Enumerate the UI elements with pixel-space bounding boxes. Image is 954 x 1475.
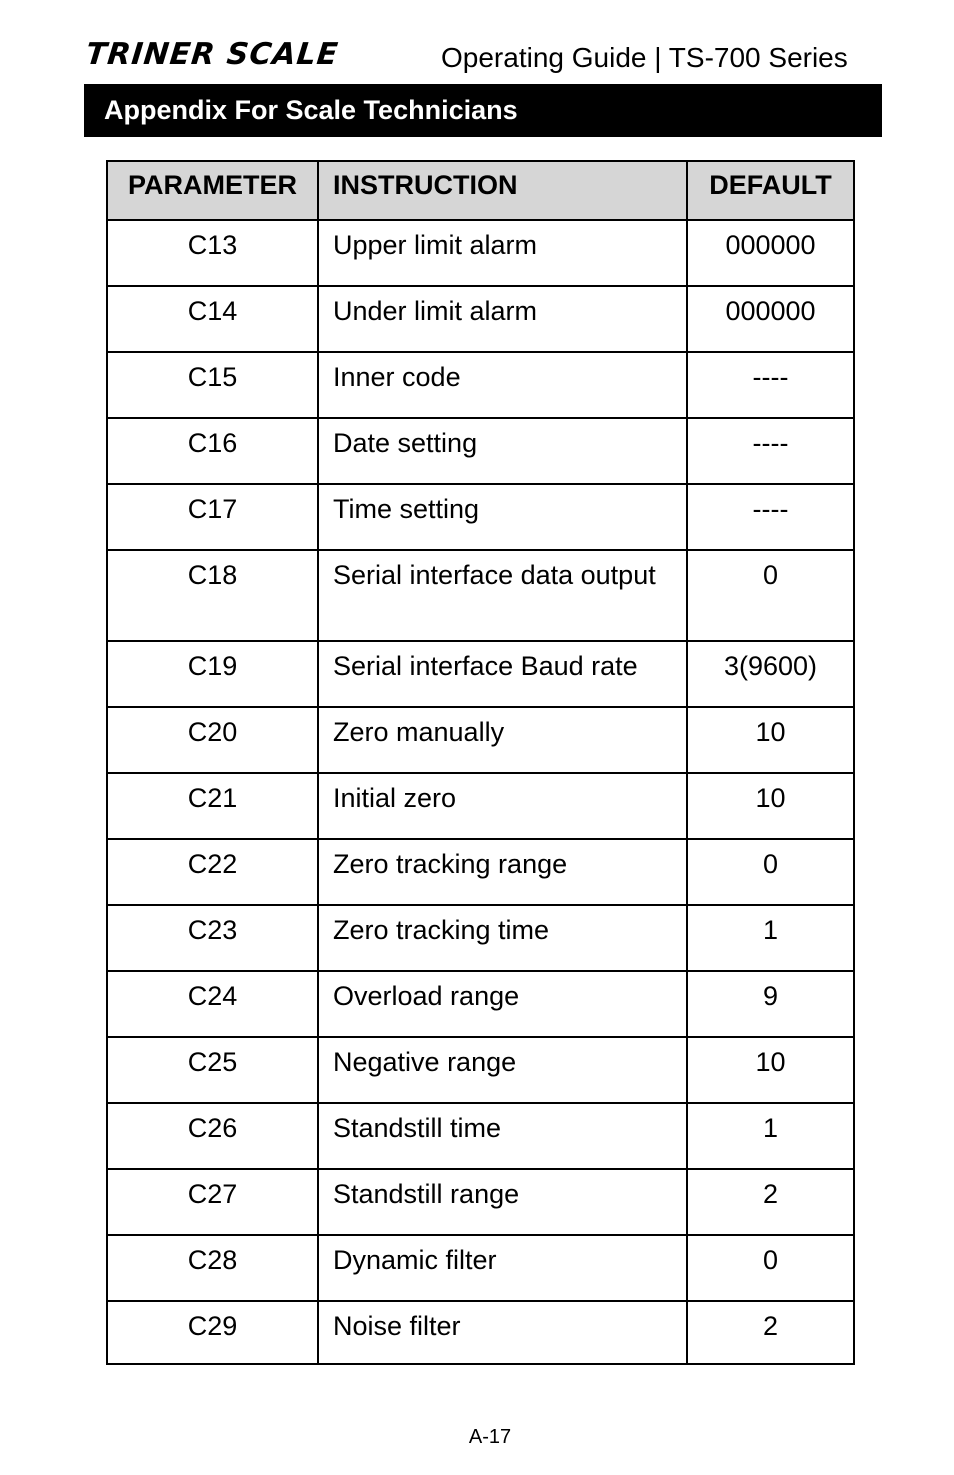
instruction-cell: Date setting bbox=[318, 418, 687, 484]
default-cell: 0 bbox=[687, 1235, 854, 1301]
table-row bbox=[107, 773, 854, 839]
table-row bbox=[107, 1235, 854, 1301]
instruction-cell: Under limit alarm bbox=[318, 286, 687, 352]
table-header-row bbox=[107, 161, 854, 220]
parameter-cell: C20 bbox=[107, 707, 318, 773]
table-row bbox=[107, 641, 854, 707]
default-cell: 2 bbox=[687, 1169, 854, 1235]
parameter-cell: C29 bbox=[107, 1301, 318, 1364]
default-cell: 000000 bbox=[687, 220, 854, 286]
parameter-table bbox=[106, 160, 855, 1365]
instruction-cell: Initial zero bbox=[318, 773, 687, 839]
parameter-cell: C13 bbox=[107, 220, 318, 286]
default-cell: ---- bbox=[687, 352, 854, 418]
guide-title: Operating Guide | TS-700 Series bbox=[441, 42, 848, 73]
instruction-cell: Standstill range bbox=[318, 1169, 687, 1235]
instruction-cell: Dynamic filter bbox=[318, 1235, 687, 1301]
page-number: A-17 bbox=[468, 1426, 512, 1448]
parameter-cell: C17 bbox=[107, 484, 318, 550]
table-row bbox=[107, 352, 854, 418]
instruction-cell: Upper limit alarm bbox=[318, 220, 687, 286]
default-cell: 0 bbox=[687, 839, 854, 905]
default-cell: 10 bbox=[687, 1037, 854, 1103]
table-row bbox=[107, 484, 854, 550]
table-row bbox=[107, 971, 854, 1037]
instruction-cell: Zero manually bbox=[318, 707, 687, 773]
parameter-cell: C14 bbox=[107, 286, 318, 352]
column-header-parameter: PARAMETER bbox=[107, 161, 318, 220]
default-cell: 10 bbox=[687, 707, 854, 773]
column-header-instruction: INSTRUCTION bbox=[318, 161, 687, 220]
table-row bbox=[107, 707, 854, 773]
instruction-cell: Standstill time bbox=[318, 1103, 687, 1169]
parameter-cell: C27 bbox=[107, 1169, 318, 1235]
parameter-cell: C24 bbox=[107, 971, 318, 1037]
table-row bbox=[107, 418, 854, 484]
default-cell: 3(9600) bbox=[687, 641, 854, 707]
table-row bbox=[107, 905, 854, 971]
brand-logo-text: TRINER SCALE bbox=[84, 37, 341, 72]
table-row bbox=[107, 220, 854, 286]
instruction-cell: Negative range bbox=[318, 1037, 687, 1103]
parameter-cell: C15 bbox=[107, 352, 318, 418]
default-cell: ---- bbox=[687, 484, 854, 550]
default-cell: 10 bbox=[687, 773, 854, 839]
table-row bbox=[107, 1301, 854, 1364]
instruction-cell: Serial interface data output bbox=[318, 550, 687, 641]
default-cell: 9 bbox=[687, 971, 854, 1037]
default-cell: ---- bbox=[687, 418, 854, 484]
column-header-default: DEFAULT bbox=[687, 161, 854, 220]
default-cell: 1 bbox=[687, 905, 854, 971]
table-row bbox=[107, 286, 854, 352]
instruction-cell: Overload range bbox=[318, 971, 687, 1037]
parameter-cell: C23 bbox=[107, 905, 318, 971]
instruction-cell: Zero tracking time bbox=[318, 905, 687, 971]
section-title: Appendix For Scale Technicians bbox=[104, 95, 518, 125]
instruction-cell: Serial interface Baud rate bbox=[318, 641, 687, 707]
section-banner bbox=[84, 84, 882, 137]
parameter-cell: C16 bbox=[107, 418, 318, 484]
table-row bbox=[107, 1169, 854, 1235]
parameter-cell: C18 bbox=[107, 550, 318, 641]
instruction-cell: Zero tracking range bbox=[318, 839, 687, 905]
parameter-cell: C22 bbox=[107, 839, 318, 905]
default-cell: 000000 bbox=[687, 286, 854, 352]
parameter-cell: C28 bbox=[107, 1235, 318, 1301]
table-row bbox=[107, 550, 854, 641]
table-row bbox=[107, 1037, 854, 1103]
instruction-cell: Noise filter bbox=[318, 1301, 687, 1364]
instruction-cell: Time setting bbox=[318, 484, 687, 550]
default-cell: 1 bbox=[687, 1103, 854, 1169]
table-row bbox=[107, 839, 854, 905]
parameter-cell: C21 bbox=[107, 773, 318, 839]
parameter-cell: C26 bbox=[107, 1103, 318, 1169]
default-cell: 2 bbox=[687, 1301, 854, 1364]
instruction-cell: Inner code bbox=[318, 352, 687, 418]
table-row bbox=[107, 1103, 854, 1169]
parameter-cell: C19 bbox=[107, 641, 318, 707]
parameter-cell: C25 bbox=[107, 1037, 318, 1103]
default-cell: 0 bbox=[687, 550, 854, 641]
